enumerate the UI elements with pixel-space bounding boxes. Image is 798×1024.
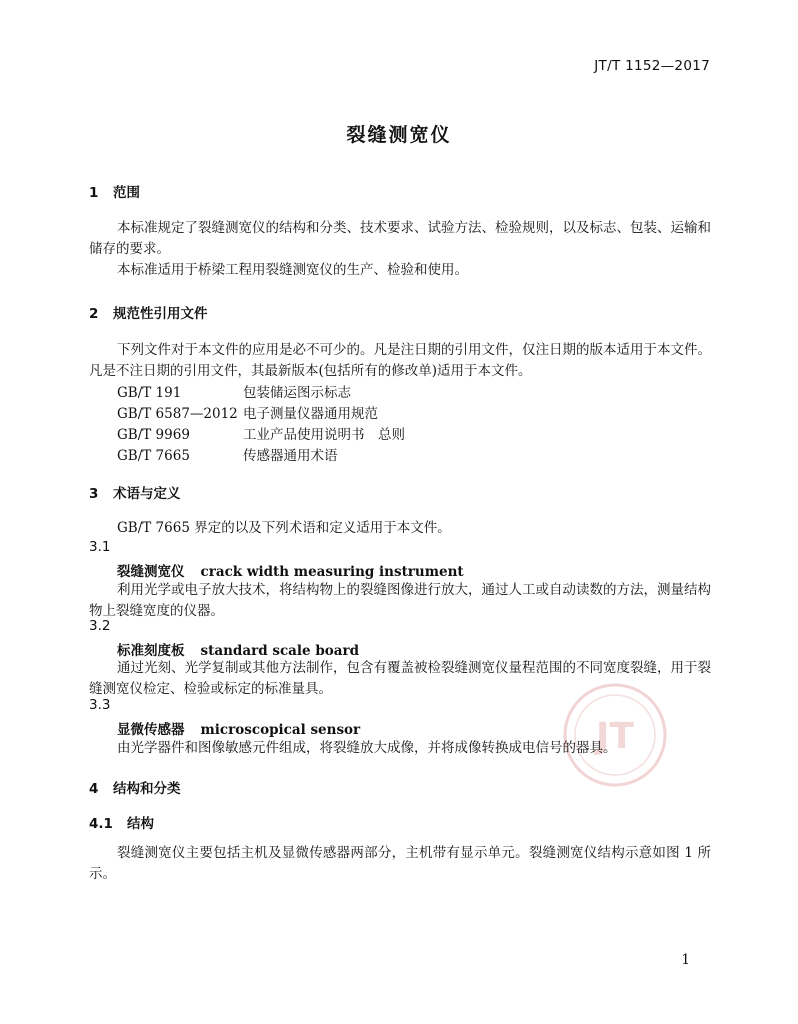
term-heading: 标准刻度板 standard scale board [117,643,360,659]
reference-item: GB/T 6587—2012 电子测量仪器通用规范 [117,406,378,422]
section-3-intro: GB/T 7665 界定的以及下列术语和定义适用于本文件。 [117,520,451,536]
section-3-heading: 3 术语与定义 [89,486,181,502]
reference-item: GB/T 191 包装储运图示标志 [117,385,351,401]
term-number: 3.3 [89,697,111,713]
term-heading: 显微传感器 microscopical sensor [117,722,361,738]
term-definition: 由光学器件和图像敏感元件组成，将裂缝放大成像，并将成像转换成电信号的器具。 [117,740,617,756]
section-1-para-1: 本标准规定了裂缝测宽仪的结构和分类、技术要求、试验方法、检验规则，以及标志、包装、运输和储存的要求。 [89,220,711,257]
term-heading: 裂缝测宽仪 crack width measuring instrument [117,564,464,580]
subsection-4-1-heading: 4.1 结构 [89,816,154,832]
section-2-heading: 2 规范性引用文件 [89,306,208,322]
page-number: 1 [681,952,690,968]
section-1-heading: 1 范围 [89,185,140,201]
reference-item: GB/T 9969 工业产品使用说明书 总则 [117,427,405,443]
page-title: 裂缝测宽仪 [346,124,452,146]
subsection-4-1-para: 裂缝测宽仪主要包括主机及显微传感器两部分，主机带有显示单元。裂缝测宽仪结构示意如图 1 所示。 [89,845,711,882]
term-number: 3.1 [89,539,111,555]
watermark-text: JT [596,716,634,757]
term-definition: 通过光刻、光学复制或其他方法制作，包含有覆盖被检裂缝测宽仪量程范围的不同宽度裂缝，用于裂缝测宽仪检定、检验或标定的标准量具。 [89,660,711,697]
term-definition: 利用光学或电子放大技术，将结构物上的裂缝图像进行放大，通过人工或自动读数的方法，测量结构物上裂缝宽度的仪器。 [89,582,711,619]
section-1-para-2: 本标准适用于桥梁工程用裂缝测宽仪的生产、检验和使用。 [117,262,468,278]
section-4-heading: 4 结构和分类 [89,781,181,797]
term-number: 3.2 [89,618,111,634]
standard-code: JT/T 1152—2017 [594,58,710,74]
section-2-para-1: 下列文件对于本文件的应用是必不可少的。凡是注日期的引用文件，仅注日期的版本适用于本文件。凡是不注日期的引用文件，其最新版本(包括所有的修改单)适用于本文件。 [89,342,711,379]
reference-item: GB/T 7665 传感器通用术语 [117,448,338,464]
